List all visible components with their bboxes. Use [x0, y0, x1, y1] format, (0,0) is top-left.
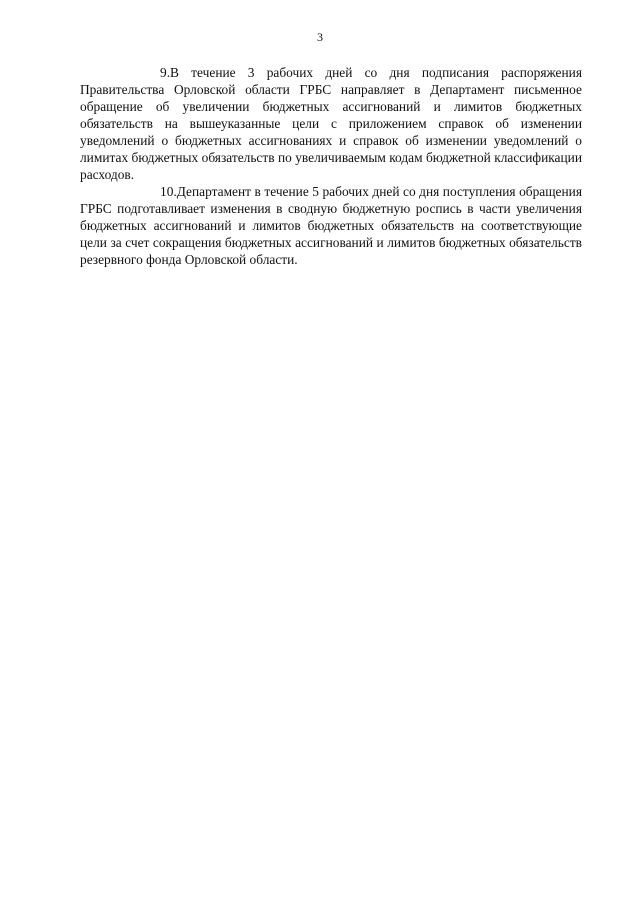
page-number: 3 [317, 30, 323, 44]
paragraph-10 [80, 183, 582, 268]
paragraph-text: Департамент в течение 5 рабочих дней со дня поступления обращения ГРБС подготавливает изменения в сводную бюджетную роспись в части увеличения бюджетных ассигнований и лимитов бюджетных обязательств на соответствующие цели за счет сокращения бюджетных ассигнований и лимитов бюджетных обязательств резервного фонда Орловской области. [80, 184, 582, 267]
paragraph-number: 9. [160, 65, 171, 80]
document-body [80, 64, 582, 268]
paragraph-text: В течение 3 рабочих дней со дня подписания распоряжения Правительства Орловской области ГРБС направляет в Департамент письменное обращение об увеличении бюджетных ассигнований и лимитов бюджетных обязательств на вышеуказанные цели с приложением справок об изменении уведомлений о бюджетных ассигнованиях и справок об изменении уведомлений о лимитах бюджетных обязательств по увеличиваемым кодам бюджетной классификации расходов. [80, 65, 582, 182]
paragraph-9 [80, 64, 582, 183]
paragraph-number: 10. [160, 184, 177, 199]
